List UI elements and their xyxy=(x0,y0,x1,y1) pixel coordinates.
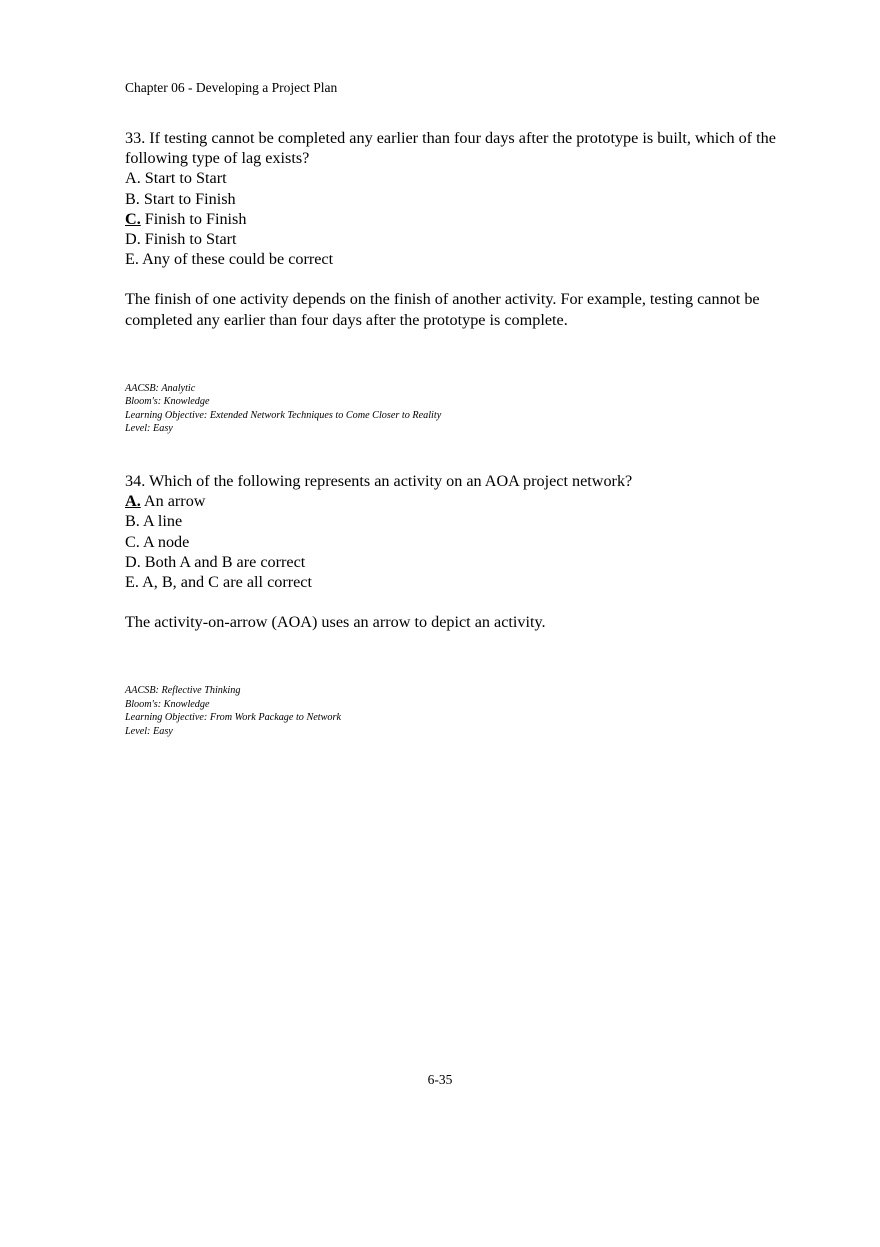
meta-blooms: Bloom's: Knowledge xyxy=(125,698,210,710)
question-stem: 33. If testing cannot be completed any earlier than four days after the prototype is built, which of the following type of lag exists? xyxy=(125,129,776,168)
option-letter: A. xyxy=(125,492,141,511)
option-letter: D. xyxy=(125,230,141,249)
option-d xyxy=(125,552,785,572)
option-letter: C. xyxy=(125,209,141,228)
option-e xyxy=(125,249,785,269)
meta-aacsb: AACSB: Analytic xyxy=(125,382,196,394)
page-header: Chapter 06 - Developing a Project Plan xyxy=(125,80,338,95)
option-text: Start to Finish xyxy=(143,189,236,208)
option-text: An arrow xyxy=(143,492,206,511)
option-a xyxy=(125,491,785,511)
option-letter: D. xyxy=(125,552,141,571)
option-b xyxy=(125,511,785,531)
option-text: Start to Start xyxy=(144,169,227,188)
meta-level: Level: Easy xyxy=(125,725,173,737)
meta-learning-objective: Learning Objective: From Work Package to Network xyxy=(125,712,341,724)
option-d xyxy=(125,229,785,249)
question-34 xyxy=(125,471,785,738)
meta-learning-objective: Learning Objective: Extended Network Techniques to Come Closer to Reality xyxy=(125,409,442,421)
option-text: A line xyxy=(143,512,183,531)
option-letter: C. xyxy=(125,532,140,551)
option-b xyxy=(125,189,785,209)
option-c xyxy=(125,209,785,229)
option-letter: A. xyxy=(125,169,141,188)
option-text: Both A and B are correct xyxy=(144,552,306,571)
option-letter: B. xyxy=(125,512,140,531)
answer-options xyxy=(125,491,785,592)
question-33 xyxy=(125,128,785,435)
question-metadata xyxy=(125,382,785,436)
question-stem: 34. Which of the following represents an activity on an AOA project network? xyxy=(125,472,633,490)
option-e xyxy=(125,572,785,592)
answer-options xyxy=(125,168,785,269)
answer-explanation: The finish of one activity depends on the finish of another activity. For example, testing cannot be completed any earlier than four days after the prototype is complete. xyxy=(125,290,760,329)
option-text: Finish to Start xyxy=(144,230,237,249)
option-a xyxy=(125,168,785,188)
meta-aacsb: AACSB: Reflective Thinking xyxy=(125,685,241,697)
question-metadata xyxy=(125,684,785,738)
option-letter: B. xyxy=(125,189,140,208)
option-letter: E. xyxy=(125,573,139,592)
option-c xyxy=(125,532,785,552)
meta-blooms: Bloom's: Knowledge xyxy=(125,396,210,408)
meta-level: Level: Easy xyxy=(125,423,173,435)
option-text: Any of these could be correct xyxy=(142,250,334,269)
option-letter: E. xyxy=(125,250,139,269)
answer-explanation: The activity-on-arrow (AOA) uses an arrow to depict an activity. xyxy=(125,613,546,632)
option-text: A node xyxy=(143,532,190,551)
page-number: 6-35 xyxy=(427,1072,453,1087)
option-text: Finish to Finish xyxy=(144,209,247,228)
option-text: A, B, and C are all correct xyxy=(142,573,312,592)
